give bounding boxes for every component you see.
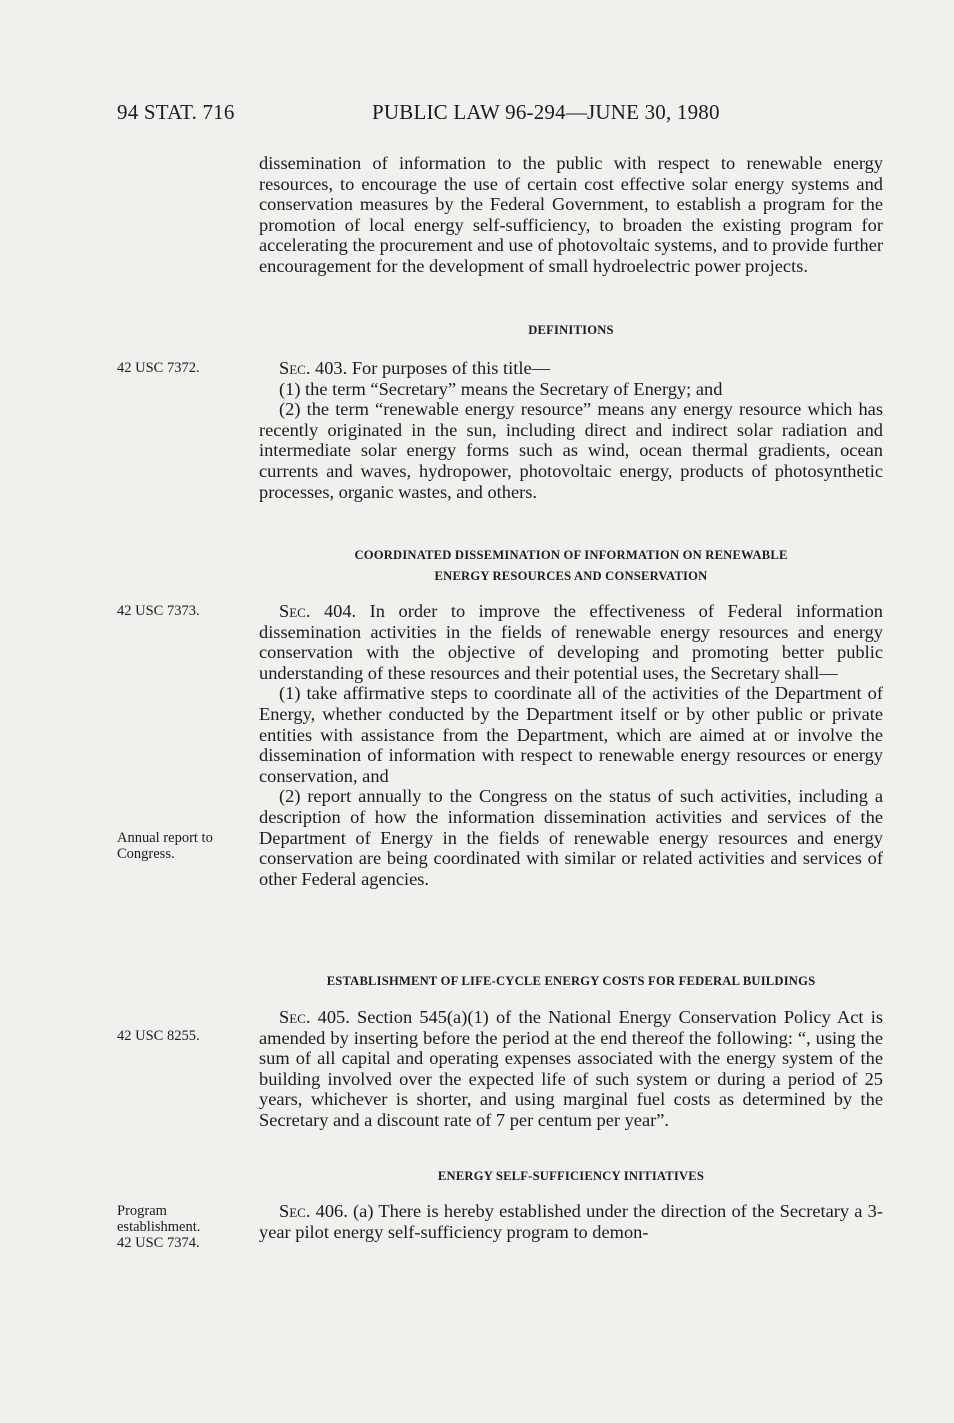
margin-note-sec405: 42 USC 8255. (117, 1028, 200, 1044)
section-405 (259, 1007, 883, 1131)
intro-text: dissemination of information to the public with respect to renewable energy resources, to encourage the use of certain cost effective solar energy systems and conservation measures by the Federal Government, to establish a program for the promotion of local energy self-sufficiency, to broaden the existing program for accelerating the procurement and use of photovoltaic systems, and to provide further encouragement for the development of small hydroelectric power projects. (259, 153, 883, 276)
margin-note-sec406: Program establishment. 42 USC 7374. (117, 1203, 201, 1251)
heading-self-sufficiency: ENERGY SELF-SUFFICIENCY INITIATIVES (437, 1169, 705, 1183)
sec403-item1: (1) the term “Secretary” means the Secretary of Energy; and (279, 378, 723, 399)
sec404-item2: (2) report annually to the Congress on the status of such activities, including a description of how the information dissemination activities and services of the Department of Energy in the fields of renewable energy resources and energy conservation are being coordinated with similar or related activities and services of other Federal agencies. (259, 786, 883, 889)
margin-note-sec404: 42 USC 7373. (117, 603, 200, 619)
page-title: PUBLIC LAW 96-294—JUNE 30, 1980 (372, 100, 720, 124)
heading-line-1: COORDINATED DISSEMINATION OF INFORMATION ON RENEWABLE (354, 548, 788, 562)
sec406-label: Sec (279, 1201, 306, 1221)
sec403-item2: (2) the term “renewable energy resource” means any energy resource which has recently originated in the sun, including direct and indirect solar radiation and intermediate solar energy forms such as wind, ocean thermal gradients, ocean currents and waves, hydropower, photovoltaic energy, products of photosynthetic processes, organic wastes, and others. (259, 399, 883, 502)
heading-definitions: DEFINITIONS (528, 323, 614, 337)
sec406-text: Sec. 406. (a) There is hereby established under the direction of the Secretary a 3-year pilot energy self-sufficiency program to demon- (259, 1201, 883, 1242)
page-reference: 94 STAT. 716 (117, 100, 235, 124)
heading-coordinated-dissemination (259, 545, 883, 587)
sec404-item1: (1) take affirmative steps to coordinate all of the activities of the Department of Energy, whether conducted by the Department itself or by other public or private entities with assistance from the Department, which are aimed at or involve the dissemination of information with respect to renewable energy resources or energy conservation, and (259, 683, 883, 786)
sec404-label: Sec (279, 601, 306, 621)
section-406 (259, 1201, 883, 1242)
section-403 (259, 358, 883, 502)
sec404-opening: Sec. 404. In order to improve the effectiveness of Federal information dissemination activities in the fields of renewable energy resources and energy conservation with the objective of developing and promoting better public understanding of these resources and their potential uses, the Secretary shall— (259, 601, 883, 683)
margin-note-annual-report: Annual report to Congress. (117, 830, 213, 862)
sec405-label: Sec (279, 1007, 306, 1027)
sec403-label: Sec (279, 358, 306, 378)
margin-note-sec403: 42 USC 7372. (117, 360, 200, 376)
section-404 (259, 601, 883, 889)
sec405-text: Sec. 405. Section 545(a)(1) of the National Energy Conservation Policy Act is amended by inserting before the period at the end thereof the following: “, using the sum of all capital and operating expenses associated with the energy system of the building involved over the expected life of such system or during a period of 25 years, whichever is shorter, and using marginal fuel costs as determined by the Secretary and a discount rate of 7 per centum per year”. (259, 1007, 883, 1130)
sec403-opening: Sec. 403. For purposes of this title— (279, 358, 551, 378)
intro-paragraph (259, 153, 883, 277)
heading-life-cycle-costs: ESTABLISHMENT OF LIFE-CYCLE ENERGY COSTS FOR FEDERAL BUILDINGS (326, 974, 816, 988)
heading-line-2: ENERGY RESOURCES AND CONSERVATION (434, 569, 708, 583)
